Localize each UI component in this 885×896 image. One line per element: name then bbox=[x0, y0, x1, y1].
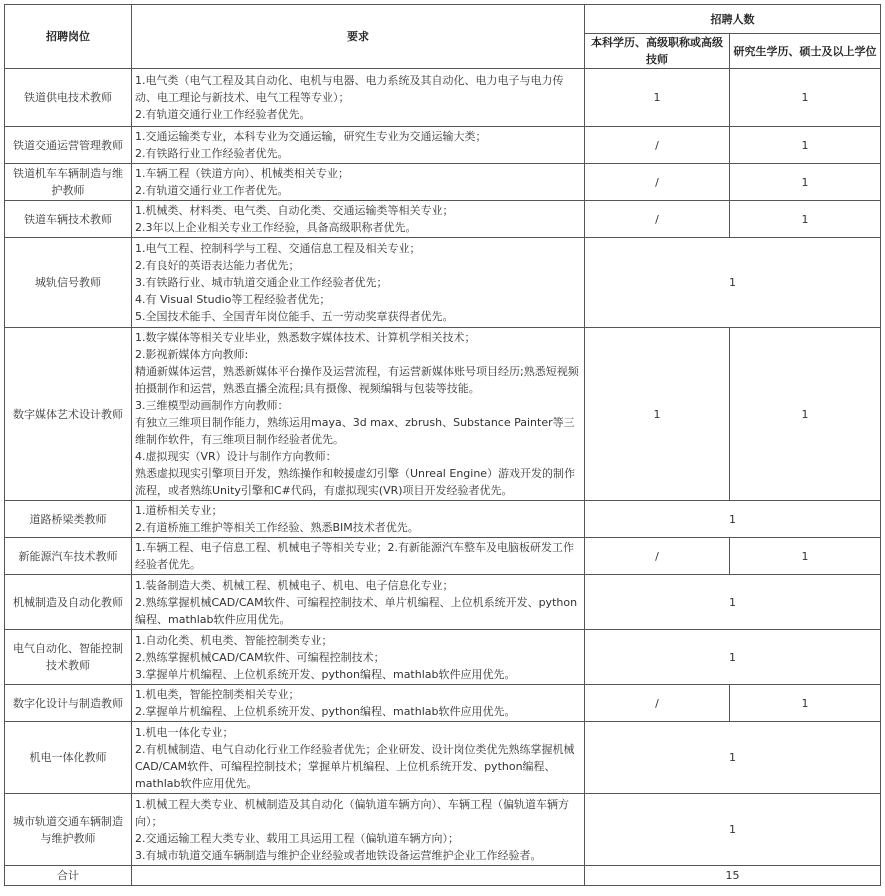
hires-merged-cell: 1 bbox=[585, 501, 881, 538]
requirement-line: 1.机械工程大类专业、机械制造及其自动化（偏轨道车辆方向）、车辆工程（偏轨道车辆方向）； bbox=[135, 797, 569, 828]
requirements-cell bbox=[132, 794, 585, 866]
position-cell: 城轨信号教师 bbox=[5, 238, 132, 328]
requirements-cell bbox=[132, 630, 585, 685]
requirement-line: 3.掌握单片机编程、上位机系统开发、python编程、mathlab软件应用优先。 bbox=[135, 667, 516, 681]
requirements-cell bbox=[132, 575, 585, 630]
requirement-line: 1.机械类、材料类、电气类、自动化类、交通运输类等相关专业； bbox=[135, 204, 454, 217]
master-count-cell: 1 bbox=[730, 538, 881, 575]
requirements-cell bbox=[132, 127, 585, 164]
table-row bbox=[5, 69, 881, 127]
hires-merged-cell: 1 bbox=[585, 630, 881, 685]
recruitment-table bbox=[4, 4, 881, 886]
requirement-line: 有独立三维项目制作能力，熟练运用maya、3d max、zbrush、Substance Painter等三维制作软件，有三维项目制作经验者优先。 bbox=[135, 416, 575, 446]
table-row bbox=[5, 538, 881, 575]
requirement-line: 2.熟练掌握机械CAD/CAM软件、可编程控制技术； bbox=[135, 650, 385, 664]
requirement-line: 1.机电一体化专业； bbox=[135, 725, 234, 739]
requirements-cell bbox=[132, 538, 585, 575]
hires-merged-cell: 1 bbox=[585, 238, 881, 328]
requirement-line: 1.交通运输类专业，本科专业为交通运输，研究生专业为交通运输大类； bbox=[135, 130, 487, 143]
header-position: 招聘岗位 bbox=[5, 5, 132, 69]
header-master: 研究生学历、硕士及以上学位 bbox=[730, 34, 881, 69]
requirement-line: 1.机电类，智能控制类相关专业； bbox=[135, 688, 300, 701]
bachelor-count-cell: 1 bbox=[585, 69, 730, 127]
requirements-cell bbox=[132, 201, 585, 238]
requirements-cell bbox=[132, 69, 585, 127]
requirements-cell bbox=[132, 722, 585, 794]
position-cell: 铁道车辆技术教师 bbox=[5, 201, 132, 238]
table-row bbox=[5, 794, 881, 866]
table-row bbox=[5, 201, 881, 238]
requirement-line: 2.熟练掌握机械CAD/CAM软件、可编程控制技术、单片机编程、上位机系统开发、python编程、mathlab软件应用优先。 bbox=[135, 595, 578, 626]
requirement-line: 2.有机械制造、电气自动化行业工作经验者优先；企业研发、设计岗位类优先熟练掌握机械CAD/CAM软件、可编程控制技术；掌握单片机编程、上位机系统开发、python编程、mathlab软件应用优先。 bbox=[135, 742, 575, 790]
requirement-line: 2.掌握单片机编程、上位机系统开发、python编程、mathlab软件应用优先。 bbox=[135, 705, 516, 718]
table-row bbox=[5, 722, 881, 794]
requirement-line: 4.有 Visual Studio等工程经验者优先； bbox=[135, 293, 331, 306]
table-row bbox=[5, 501, 881, 538]
master-count-cell: 1 bbox=[730, 328, 881, 501]
total-label: 合计 bbox=[5, 866, 132, 886]
position-cell: 数字化设计与制造教师 bbox=[5, 685, 132, 722]
requirement-line: 2.交通运输工程大类专业、载用工具运用工程（偏轨道车辆方向）； bbox=[135, 831, 459, 845]
hires-merged-cell: 1 bbox=[585, 575, 881, 630]
requirement-line: 精通新媒体运营，熟悉新媒体平台操作及运营流程，有运营新媒体账号项目经历;熟悉短视频拍摄制作和运营，熟悉直播全流程;具有摄像、视频编辑与包装等技能。 bbox=[135, 365, 579, 395]
position-cell: 铁道交通运营管理教师 bbox=[5, 127, 132, 164]
requirement-line: 3.三维模型动画制作方向教师： bbox=[135, 399, 289, 412]
requirements-cell bbox=[132, 328, 585, 501]
hires-merged-cell: 1 bbox=[585, 722, 881, 794]
position-cell: 城市轨道交通车辆制造与维护教师 bbox=[5, 794, 132, 866]
table-row bbox=[5, 328, 881, 501]
requirement-line: 1.电气类（电气工程及其自动化、电机与电器、电力系统及其自动化、电力电子与电力传动、电工理论与新技术、电气工程等专业）； bbox=[135, 74, 564, 104]
requirement-line: 1.车辆工程（铁道方向）、机械类相关专业； bbox=[135, 167, 349, 180]
header-hires: 招聘人数 bbox=[585, 5, 881, 34]
master-count-cell: 1 bbox=[730, 685, 881, 722]
bachelor-count-cell: / bbox=[585, 201, 730, 238]
master-count-cell: 1 bbox=[730, 164, 881, 201]
hires-merged-cell: 1 bbox=[585, 794, 881, 866]
requirements-cell bbox=[132, 685, 585, 722]
requirement-line: 2.有道桥施工维护等相关工作经验、熟悉BIM技术者优先。 bbox=[135, 521, 419, 534]
requirement-line: 1.数字媒体等相关专业毕业，熟悉数字媒体技术、计算机学相关技术； bbox=[135, 331, 476, 344]
bachelor-count-cell: / bbox=[585, 127, 730, 164]
bachelor-count-cell: / bbox=[585, 164, 730, 201]
position-cell: 机械制造及自动化教师 bbox=[5, 575, 132, 630]
requirement-line: 2.有轨道交通行业工作者优先。 bbox=[135, 184, 289, 197]
requirement-line: 1.电气工程、控制科学与工程、交通信息工程及相关专业； bbox=[135, 242, 421, 255]
requirement-line: 2.有轨道交通行业工作经验者优先。 bbox=[135, 108, 311, 121]
bachelor-count-cell: 1 bbox=[585, 328, 730, 501]
table-row bbox=[5, 630, 881, 685]
table-row bbox=[5, 164, 881, 201]
requirement-line: 1.道桥相关专业； bbox=[135, 504, 223, 517]
requirement-line: 3.有铁路行业、城市轨道交通企业工作经验者优先； bbox=[135, 276, 388, 289]
position-cell: 机电一体化教师 bbox=[5, 722, 132, 794]
requirements-cell bbox=[132, 501, 585, 538]
requirement-line: 1.车辆工程、电子信息工程、机械电子等相关专业；2.有新能源汽车整车及电脑板研发工作经验者优先。 bbox=[135, 541, 574, 571]
bachelor-count-cell: / bbox=[585, 538, 730, 575]
bachelor-count-cell: / bbox=[585, 685, 730, 722]
requirement-line: 2.有铁路行业工作经验者优先。 bbox=[135, 147, 289, 160]
requirements-cell bbox=[132, 238, 585, 328]
position-cell: 铁道供电技术教师 bbox=[5, 69, 132, 127]
position-cell: 新能源汽车技术教师 bbox=[5, 538, 132, 575]
total-value: 15 bbox=[585, 866, 881, 886]
requirement-line: 2.影视新媒体方向教师: bbox=[135, 348, 249, 361]
requirement-line: 1.装备制造大类、机械工程、机械电子、机电、电子信息化专业； bbox=[135, 578, 454, 592]
position-cell: 道路桥梁类教师 bbox=[5, 501, 132, 538]
table-row bbox=[5, 127, 881, 164]
requirement-line: 3.有城市轨道交通车辆制造与维护企业经验或者地铁设备运营维护企业工作经验者。 bbox=[135, 848, 542, 862]
table-row bbox=[5, 238, 881, 328]
master-count-cell: 1 bbox=[730, 201, 881, 238]
header-requirements: 要求 bbox=[132, 5, 585, 69]
requirement-line: 4.虚拟现实（VR）设计与制作方向教师： bbox=[135, 450, 337, 463]
requirement-line: 熟悉虚拟现实引擎项目开发，熟练操作和較援虚幻引擎（Unreal Engine）游戏开发的制作流程，或者熟练Unity引擎和C#代码，有虚拟现实(VR)项目开发经验者优先。 bbox=[135, 467, 576, 497]
requirements-cell bbox=[132, 164, 585, 201]
master-count-cell: 1 bbox=[730, 69, 881, 127]
requirement-line: 2.3年以上企业相关专业工作经验，具备高级职称者优先。 bbox=[135, 221, 417, 234]
requirement-line: 2.有良好的英语表达能力者优先； bbox=[135, 259, 300, 272]
total-empty-cell bbox=[132, 866, 585, 886]
header-bachelor: 本科学历、高级职称或高级技师 bbox=[585, 34, 730, 69]
table-row bbox=[5, 575, 881, 630]
position-cell: 数字媒体艺术设计教师 bbox=[5, 328, 132, 501]
table-row bbox=[5, 685, 881, 722]
master-count-cell: 1 bbox=[730, 127, 881, 164]
position-cell: 电气自动化、智能控制技术教师 bbox=[5, 630, 132, 685]
requirement-line: 5.全国技术能手、全国青年岗位能手、五一劳动奖章获得者优先。 bbox=[135, 310, 454, 323]
requirement-line: 1.自动化类、机电类、智能控制类专业； bbox=[135, 633, 333, 647]
position-cell: 铁道机车车辆制造与维护教师 bbox=[5, 164, 132, 201]
